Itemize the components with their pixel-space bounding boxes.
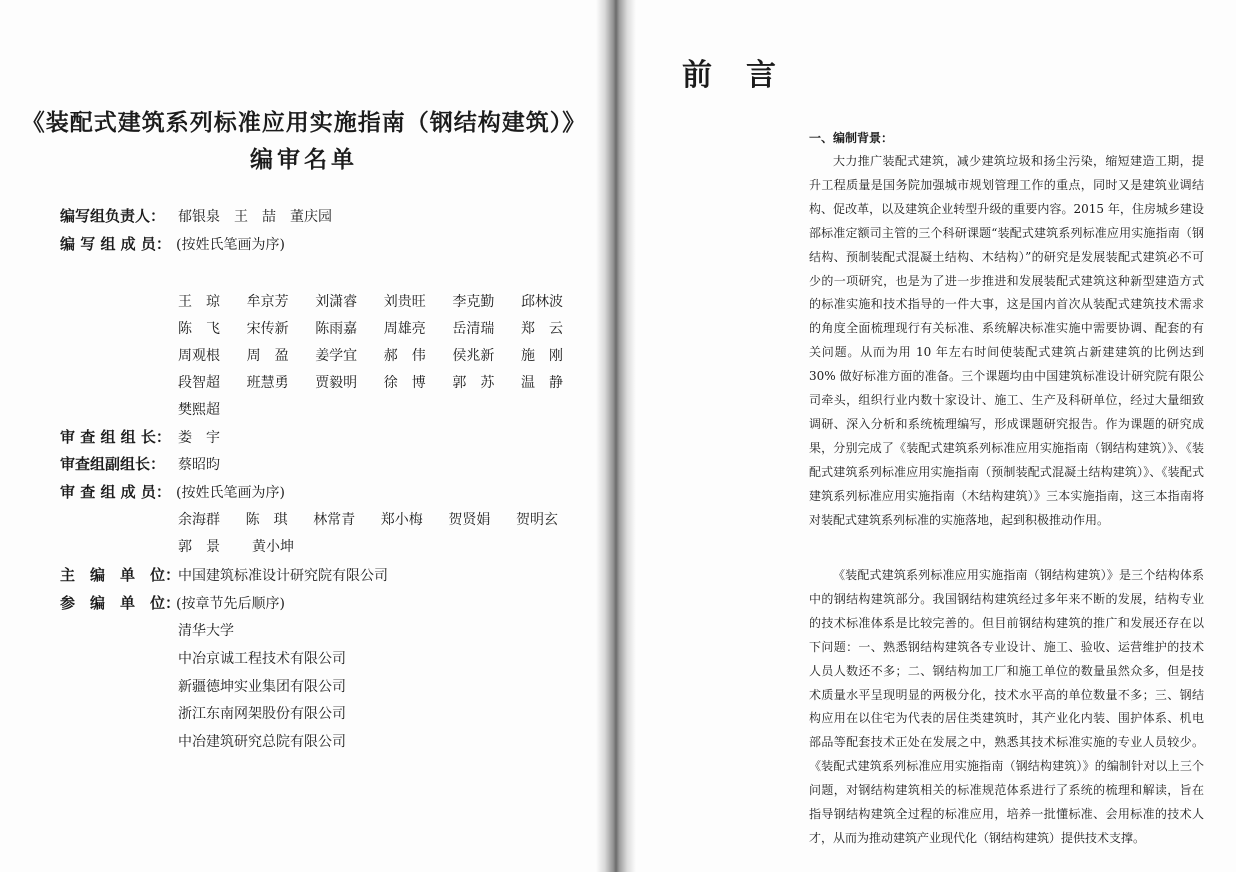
member-name: 段智超 [178, 375, 220, 391]
member-name: 周 盈 [246, 348, 289, 364]
participating-units-note: (按章节先后顺序) [176, 596, 285, 612]
list-subtitle: 编审名单 [250, 146, 358, 173]
review-members-row [178, 536, 294, 556]
member-name: 宋传新 [246, 321, 289, 337]
member-name: 周观根 [178, 348, 220, 364]
writing-members-row [178, 345, 563, 365]
member-name: 侯兆新 [452, 348, 495, 364]
member-name: 施 刚 [520, 348, 563, 364]
member-name: 温 静 [520, 375, 563, 391]
member-name: 刘贵旺 [383, 294, 426, 310]
preface-paragraph: 《装配式建筑系列标准应用实施指南（钢结构建筑）》是三个结构体系中的钢结构建筑部分。我国钢结构建筑经过多年来不断的发展，结构专业的技术标准体系是比较完善的。但目前钢结构建筑的推广和发展还存在以下问题：一、熟悉钢结构建筑各专业设计、施工、验收、运营维护的技术人员人数还不多；二、钢结构加工厂和施工单位的数量虽然众多，但是技术质量水平呈现明显的两极分化，技术水平高的单位数量不多；三、钢结构应用在以住宅为代表的居住类建筑时，其产业化内装、围护体系、机电部品等配套技术正处在发展之中，熟悉其技术标准实施的专业人员较少。《装配式建筑系列标准应用实施指南（钢结构建筑）》的编制针对以上三个问题，对钢结构建筑相关的标准规范体系进行了系统的梳理和解读，旨在指导钢结构建筑全过程的标准应用，培养一批懂标准、会用标准的技术人才，从而为推动建筑产业现代化（钢结构建筑）提供技术支撑。 [809, 568, 1204, 845]
member-name: 贺明玄 [515, 512, 558, 528]
member-name: 黄小坤 [252, 539, 294, 555]
member-name: 林常青 [313, 512, 356, 528]
member-name: 樊熙超 [178, 402, 220, 418]
review-members-note: (按姓氏笔画为序) [176, 485, 285, 501]
member-name: 陈 琪 [245, 512, 288, 528]
participating-unit: 新疆德坤实业集团有限公司 [178, 679, 346, 695]
chief-unit-value: 中国建筑标准设计研究院有限公司 [178, 568, 388, 584]
participating-unit: 中冶京诚工程技术有限公司 [178, 651, 346, 667]
review-deputy-label: 审查组副组长： [60, 455, 166, 473]
member-name: 郑小梅 [380, 512, 423, 528]
participating-units-label: 参 编 单 位： [60, 594, 181, 612]
writing-members-row [178, 291, 563, 311]
participating-unit: 中冶建筑研究总院有限公司 [178, 734, 346, 750]
member-name: 李克勤 [452, 294, 495, 310]
member-name: 邱林波 [520, 294, 563, 310]
member-name: 王 琼 [178, 294, 220, 310]
preface-paragraph: 大力推广装配式建筑，减少建筑垃圾和扬尘污染，缩短建造工期，提升工程质量是国务院加强城市规划管理工作的重点，同时又是建筑业调结构、促改革，以及建筑企业转型升级的重要内容。2015 年，住房城乡建设部标准定额司主管的三个科研课题“装配式建筑系列标准应用实施指南（钢结构、预制装配式混凝土结构、木结构）”的研究是发展装配式建筑必不可少的一项研究，也是为了进一步推进和发展装配式建筑这种新型建造方式的标准实施和技术指导的一件大事，这是国内首次从装配式建筑技术需求的角度全面梳理现行有关标准、系统解决标准实施中需要协调、配套的有关问题。从而为用 10 年左右时间使装配式建筑占新建建筑的比例达到 30% 做好标准方面的准备。三个课题均由中国建筑标准设计研究院有限公司牵头，组织行业内数十家设计、施工、生产及科研单位，经过大量细致调研、深入分析和系统梳理编写，形成课题研究报告。作为课题的研究成果，分别完成了《装配式建筑系列标准应用实施指南（钢结构建筑）》、《装配式建筑系列标准应用实施指南（预制装配式混凝土结构建筑）》、《装配式建筑系列标准应用实施指南（木结构建筑）》三本实施指南，这三本指南将对装配式建筑系列标准的实施落地，起到积极推动作用。 [809, 154, 1204, 527]
section-heading: 一、编制背景： [809, 131, 894, 145]
member-name: 班慧勇 [246, 375, 289, 391]
writing-members-row [178, 318, 563, 338]
member-name: 郭 苏 [452, 375, 495, 391]
review-members-row [178, 509, 558, 529]
member-name: 陈雨嘉 [315, 321, 358, 337]
preface-title: 前言 [682, 58, 810, 93]
writing-members-note: (按姓氏笔画为序) [176, 237, 285, 253]
member-name: 余海群 [178, 512, 220, 528]
writing-members-label: 编 写 组 成 员： [60, 235, 171, 253]
review-leader-name: 娄 宇 [178, 430, 220, 446]
member-name: 陈 飞 [178, 321, 220, 337]
list-title: 《装配式建筑系列标准应用实施指南（钢结构建筑）》 [21, 109, 587, 136]
member-name: 贾毅明 [315, 375, 358, 391]
member-name: 徐 博 [383, 375, 426, 391]
member-name: 贺贤娟 [448, 512, 491, 528]
chief-unit-label: 主 编 单 位： [60, 566, 181, 584]
right-page [624, 0, 1236, 872]
writing-members-row [178, 372, 563, 392]
member-name: 周雄亮 [383, 321, 426, 337]
participating-unit: 浙江东南网架股份有限公司 [178, 706, 346, 722]
participating-unit: 清华大学 [178, 623, 234, 639]
member-name: 牟京芳 [246, 294, 289, 310]
writing-leaders-label: 编写组负责人： [60, 207, 166, 225]
review-members-label: 审 查 组 成 员： [60, 483, 171, 501]
writing-leaders-names: 郁银泉 王 喆 董庆园 [178, 209, 332, 225]
member-name: 郭 景 [178, 539, 220, 555]
left-page [0, 0, 608, 872]
member-name: 郑 云 [520, 321, 563, 337]
member-name: 岳清瑞 [452, 321, 495, 337]
member-name: 姜学宜 [315, 348, 358, 364]
review-deputy-name: 蔡昭昀 [178, 457, 220, 473]
review-leader-label: 审 查 组 组 长： [60, 428, 171, 446]
member-name: 刘潇睿 [315, 294, 358, 310]
member-name: 郝 伟 [383, 348, 426, 364]
book-spine-shadow [596, 0, 636, 872]
